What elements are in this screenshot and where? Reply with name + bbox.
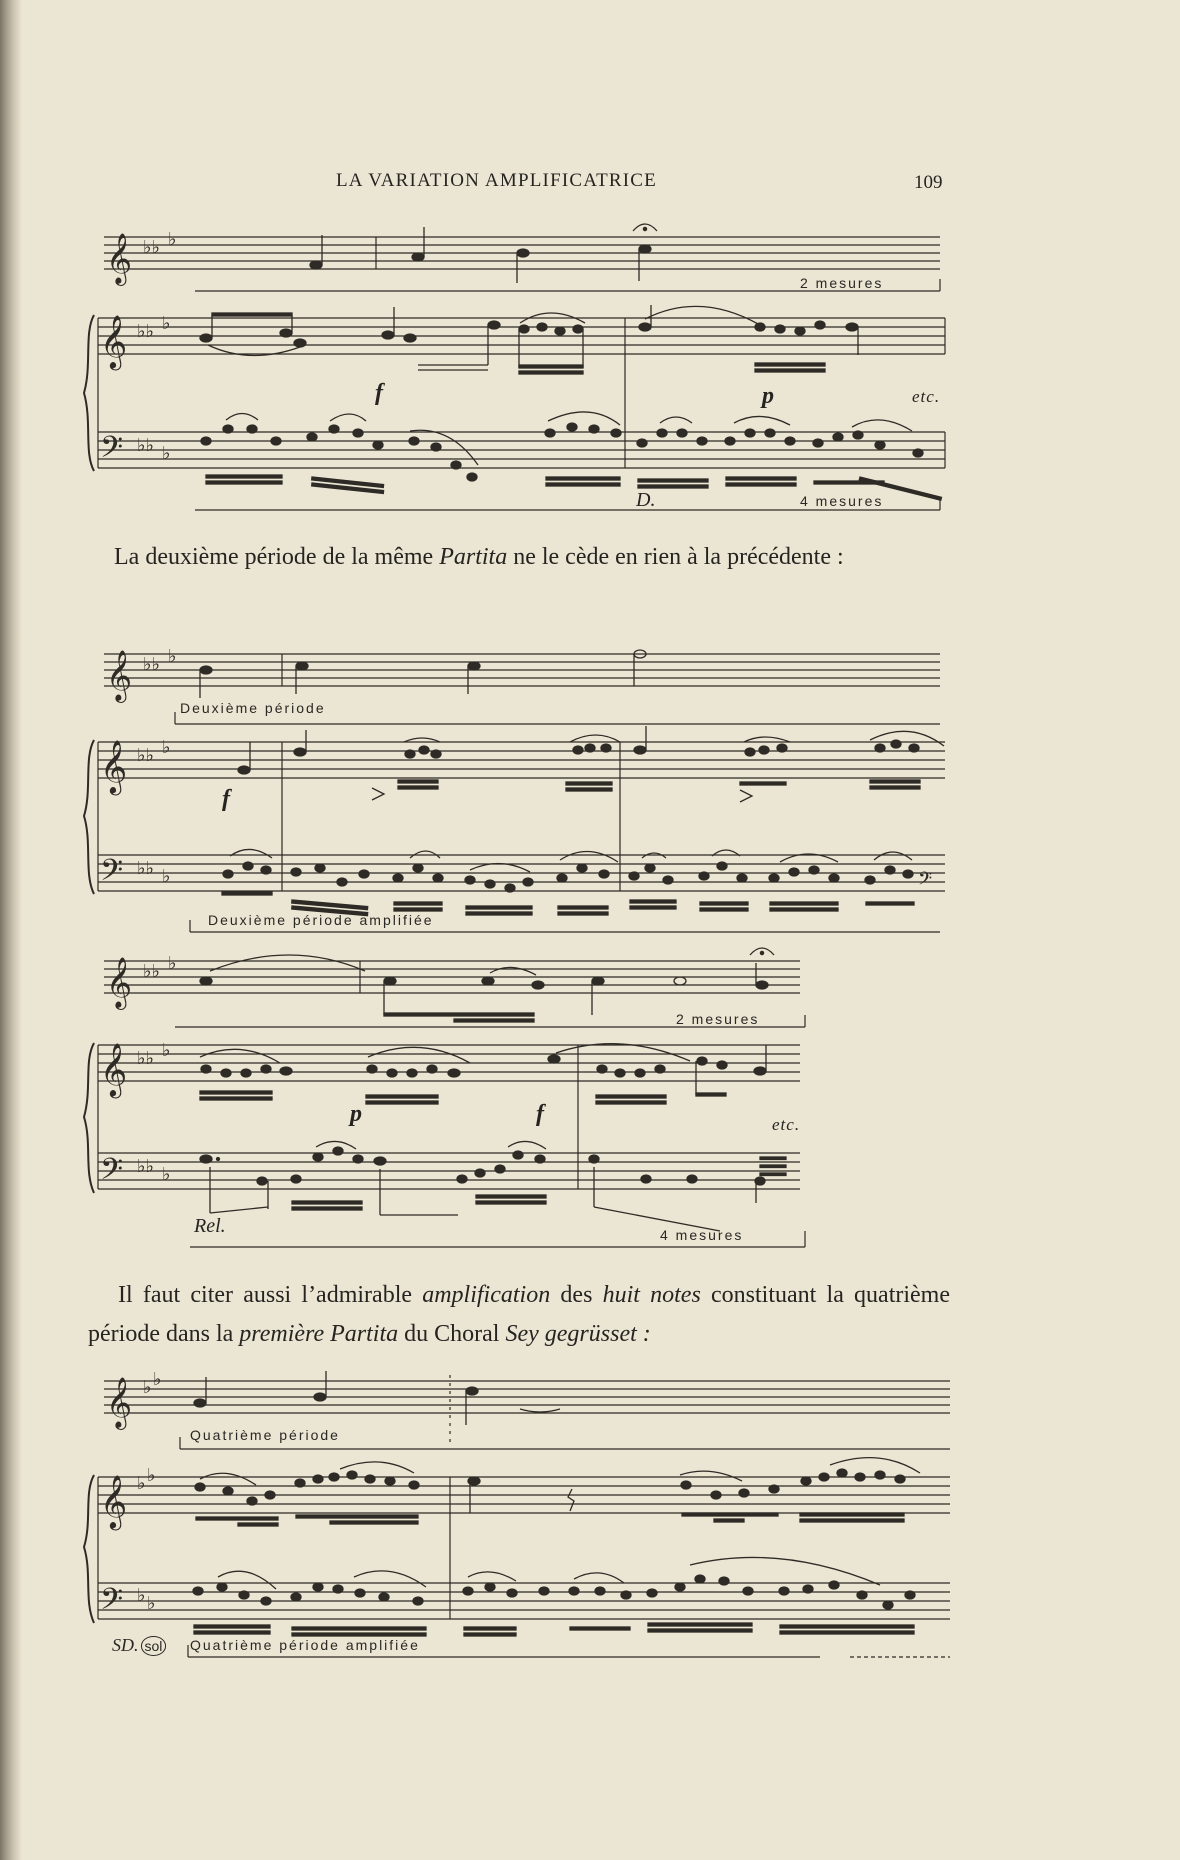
svg-text:♭♭: ♭♭	[137, 745, 154, 766]
dynamic-piano: p	[762, 383, 774, 409]
etc-text: etc.	[772, 1115, 801, 1134]
bass-clef-icon: 𝄢	[100, 1153, 124, 1194]
treble-clef-icon: 𝄞	[100, 739, 128, 793]
svg-text:♭: ♭	[162, 866, 171, 887]
treble-clef-icon: 𝄞	[106, 957, 133, 1008]
dynamic-forte: f	[375, 380, 383, 406]
mesures-label: 4 mesures	[660, 1227, 744, 1243]
period-label: Quatrième période	[190, 1427, 340, 1443]
note	[639, 245, 651, 253]
note	[200, 666, 212, 674]
dynamic-forte: f	[222, 786, 230, 812]
mesures-label: 4 mesures	[800, 493, 884, 509]
svg-text:♭♭: ♭♭	[143, 237, 160, 258]
etc-text: etc.	[912, 387, 941, 406]
svg-text:♭: ♭	[137, 1585, 146, 1606]
svg-text:♭♭: ♭♭	[137, 1048, 154, 1069]
dynamic-piano: p	[350, 1101, 362, 1127]
svg-text:♭♭: ♭♭	[137, 858, 154, 879]
bass-clef-icon: 𝄢	[918, 869, 933, 894]
note	[194, 1399, 206, 1407]
running-title: LA VARIATION AMPLIFICATRICE	[336, 170, 657, 191]
svg-text:♭: ♭	[143, 1377, 152, 1398]
svg-text:♭: ♭	[162, 443, 171, 464]
svg-text:♭: ♭	[162, 313, 171, 334]
bass-clef-icon: 𝄢	[100, 431, 124, 472]
mesures-label: 2 mesures	[800, 275, 884, 291]
svg-text:♭: ♭	[168, 229, 177, 250]
svg-text:♭: ♭	[162, 1164, 171, 1185]
paragraph-1: La deuxième période de la même Partita ne le cède en rien à la précédente :	[114, 544, 844, 570]
example-2-score	[0, 630, 1180, 945]
marker-sd: SD.	[112, 1635, 139, 1655]
note	[384, 977, 396, 985]
music-example-4	[0, 1365, 1180, 1675]
svg-text:♭♭: ♭♭	[137, 1156, 154, 1177]
example-4-score	[0, 1365, 1180, 1675]
treble-clef-icon: 𝄞	[106, 233, 133, 284]
paragraph-2: Il faut citer aussi l’admirable amplification des huit notes constituant la quatrième période dans la première Partita du Choral Sey gegrüsset :	[88, 1282, 950, 1347]
note	[310, 261, 322, 269]
svg-text:♭: ♭	[168, 953, 177, 974]
marker-d: D.	[636, 489, 656, 511]
period-label: Deuxième période	[180, 700, 326, 716]
treble-clef-icon: 𝄞	[106, 1377, 133, 1428]
example-3-score	[0, 945, 1180, 1255]
svg-text:♭: ♭	[147, 1465, 156, 1486]
bass-clef-icon: 𝄢	[100, 854, 124, 895]
mesures-label: 2 mesures	[676, 1011, 760, 1027]
svg-text:♭: ♭	[137, 1473, 146, 1494]
treble-clef-icon: 𝄞	[100, 1474, 128, 1528]
music-example-2	[0, 630, 1180, 945]
period-label: Deuxième période amplifiée	[208, 912, 434, 928]
svg-text:♭♭: ♭♭	[137, 435, 154, 456]
page-number: 109	[914, 172, 943, 193]
note	[412, 253, 424, 261]
svg-text:♭: ♭	[153, 1369, 162, 1390]
svg-text:♭: ♭	[162, 737, 171, 758]
svg-text:♭: ♭	[168, 646, 177, 667]
marker-rel: Rel.	[194, 1215, 226, 1237]
music-example-3	[0, 945, 1180, 1255]
svg-text:♭: ♭	[147, 1593, 156, 1614]
note	[468, 662, 480, 670]
treble-clef-icon: 𝄞	[100, 314, 128, 368]
svg-text:♭: ♭	[162, 1040, 171, 1061]
page-header	[0, 168, 1180, 198]
music-example-1	[0, 215, 1180, 515]
treble-clef-icon: 𝄞	[106, 650, 133, 701]
note	[517, 249, 529, 257]
treble-clef-icon: 𝄞	[100, 1042, 128, 1096]
example-1-score	[0, 215, 1180, 515]
svg-text:♭♭: ♭♭	[137, 321, 154, 342]
svg-text:♭♭: ♭♭	[143, 654, 160, 675]
brace	[84, 315, 94, 471]
svg-text:♭♭: ♭♭	[143, 961, 160, 982]
note	[466, 1387, 478, 1395]
period-label: Quatrième période amplifiée	[190, 1637, 420, 1653]
note	[200, 977, 212, 985]
note	[314, 1393, 326, 1401]
sd-marker	[112, 1635, 166, 1656]
note	[296, 662, 308, 670]
dynamic-forte: f	[536, 1101, 544, 1127]
bass-clef-icon: 𝄢	[100, 1583, 124, 1624]
marker-sol: sol	[141, 1636, 167, 1656]
